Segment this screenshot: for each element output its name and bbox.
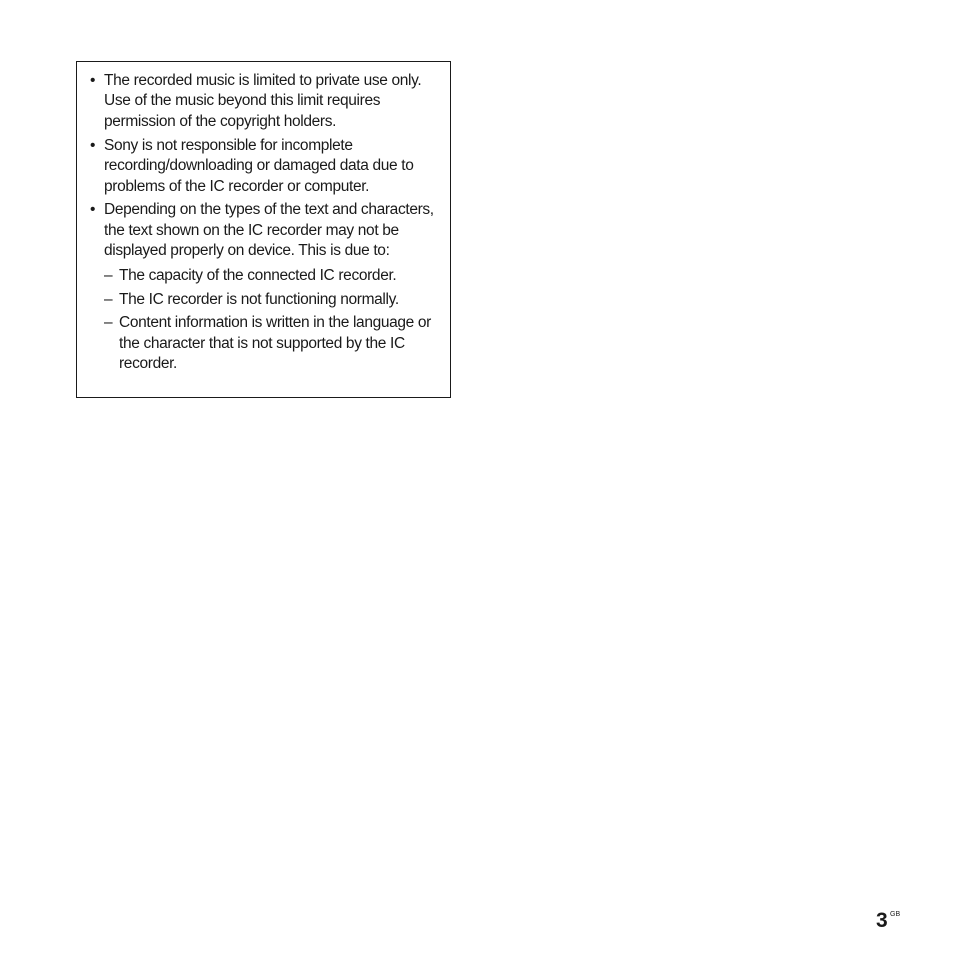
reason-item-malfunction: [104, 290, 440, 310]
bullet-icon: •: [90, 201, 96, 219]
notice-text: The recorded music is limited to private use only. Use of the music beyond this limit requires permission of the copyright holders.: [104, 72, 422, 130]
reason-item-capacity: [104, 266, 440, 286]
reason-item-language: [104, 313, 440, 374]
notice-item-responsibility: [89, 136, 440, 197]
notice-text: Sony is not responsible for incomplete recording/downloading or damaged data due to problems of the IC recorder or computer.: [104, 136, 414, 195]
notice-item-private-use: [89, 71, 440, 132]
page-locale-label: GB: [890, 911, 901, 918]
bullet-icon: •: [90, 136, 96, 154]
notice-text: Depending on the types of the text and characters, the text shown on the IC recorder may not be displayed properly on device. This is due to:: [104, 201, 434, 260]
dash-icon: –: [104, 290, 113, 308]
reason-text: Content information is written in the language or the character that is not supported by the IC recorder.: [119, 314, 431, 373]
bullet-icon: •: [90, 72, 96, 89]
dash-icon: –: [104, 314, 113, 332]
dash-icon: –: [104, 266, 113, 284]
notice-box: [76, 61, 451, 398]
page-number: 3: [876, 909, 888, 932]
notice-list: [89, 71, 440, 375]
reason-text: The capacity of the connected IC recorder.: [119, 266, 397, 284]
notice-item-display: [89, 200, 440, 374]
reason-text: The IC recorder is not functioning normally.: [119, 290, 399, 308]
reason-list: [104, 266, 440, 375]
